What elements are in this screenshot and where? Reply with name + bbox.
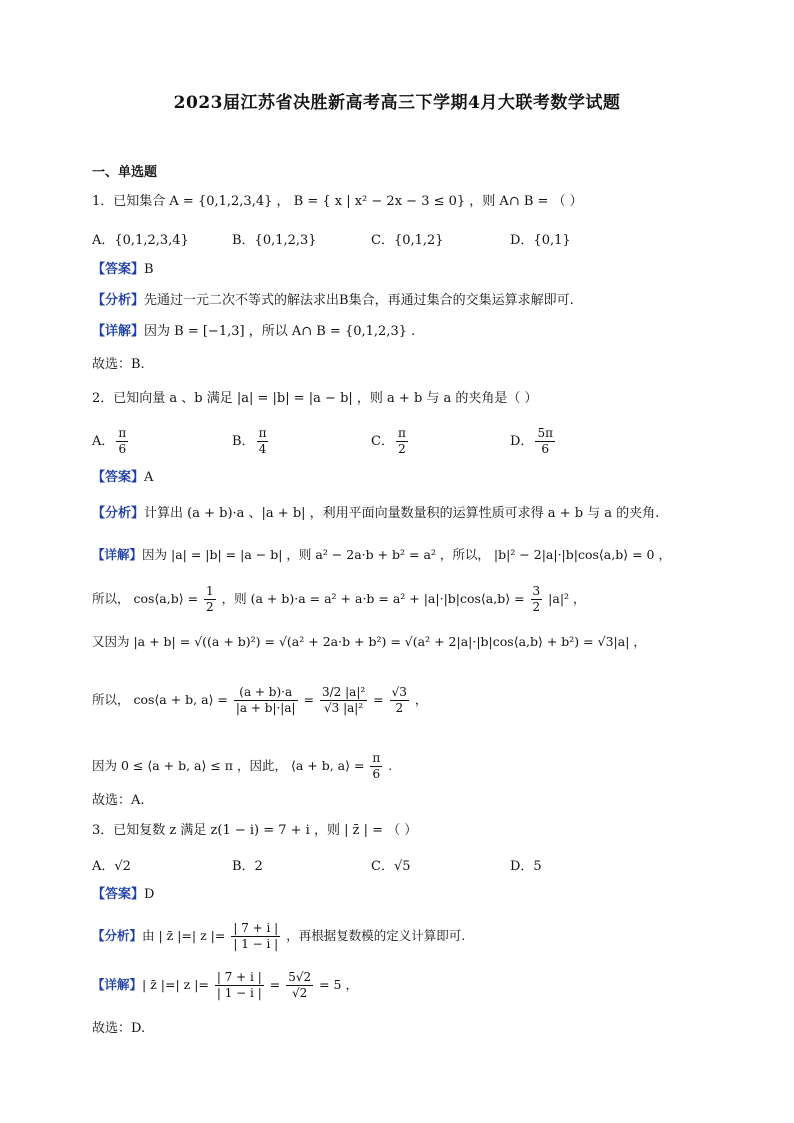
q3-detail-frac2-num: 5√2 — [288, 970, 312, 984]
q3-detail-line — [92, 970, 358, 1001]
q2-option-a-num: π — [118, 426, 127, 440]
q2-detail-line3: 又因为 |a + b| = √((a + b)²) = √(a² + 2a·b + b²) = √(a² + 2|a|·|b|cos⟨a,b⟩ + b²) = √3|a| ， — [92, 634, 646, 649]
q1-detail-line — [92, 323, 415, 341]
q2-detail4-frac3-num: √3 — [391, 685, 407, 699]
q3-detail-tag: 【详解】 — [92, 977, 143, 992]
q2-detail-line2 — [92, 584, 586, 615]
q2-detail2-post: |a|² ， — [548, 591, 586, 606]
q3-answer: D — [144, 887, 155, 902]
q2-choose: 故选：A. — [92, 793, 145, 808]
q2-option-b — [232, 426, 270, 457]
q2-detail5-post: . — [388, 758, 393, 773]
q2-detail2-pre: 所以， cos⟨a,b⟩ = — [92, 591, 199, 606]
q3-option-d: D．5 — [510, 859, 542, 874]
q3-analysis-frac — [231, 921, 280, 952]
q2-detail2-frac2 — [531, 584, 543, 615]
q1-analysis: 先通过一元二次不等式的解法求出B集合，再通过集合的交集运算求解即可. — [144, 293, 574, 308]
q3-analysis-frac-den: | 1 − i | — [233, 937, 279, 951]
q3-option-c: C．√5 — [371, 859, 411, 874]
q2-detail2-frac-den: 2 — [206, 600, 214, 614]
q2-detail2-frac-num: 1 — [206, 584, 214, 598]
q1-answer-tag: 【答案】 — [92, 262, 145, 277]
q1-answer: B — [144, 262, 154, 277]
q2-option-d-label: D． — [510, 434, 534, 449]
q3-option-b: B．2 — [232, 859, 263, 874]
q1-analysis-line — [92, 292, 574, 310]
q1-option-c: C．{0,1,2} — [371, 233, 444, 248]
q2-detail4-frac2 — [320, 685, 367, 716]
q1-answer-line — [92, 261, 154, 279]
q2-option-d-num: 5π — [537, 426, 553, 440]
section-heading: 一、单选题 — [92, 165, 158, 180]
q2-stem: 2．已知向量 a 、b 满足 |a| = |b| = |a − b| ，则 a + b 与 a 的夹角是（ ） — [92, 391, 538, 406]
q2-detail-line4 — [92, 685, 427, 716]
q2-analysis-line — [92, 505, 659, 523]
q2-detail2-frac — [204, 584, 216, 615]
q1-stem: 1．已知集合 A = {0,1,2,3,4} ， B = { x | x² − 2x − 3 ≤ 0} ，则 A∩ B = （ ） — [92, 194, 583, 209]
q1-option-b: B．{0,1,2,3} — [232, 233, 317, 248]
q2-option-a — [92, 426, 130, 457]
q2-detail2-frac2-num: 3 — [532, 584, 541, 598]
q3-choose: 故选：D. — [92, 1021, 146, 1036]
q3-detail-frac1-den: | 1 − i | — [216, 986, 262, 1000]
q3-answer-tag: 【答案】 — [92, 887, 145, 902]
q2-option-c-den: 2 — [398, 442, 406, 456]
q2-detail4-frac3-den: 2 — [395, 701, 404, 715]
document-title: 2023届江苏省决胜新高考高三下学期4月大联考数学试题 — [173, 93, 621, 113]
q2-detail4-eq: = — [303, 692, 315, 707]
q2-detail2-frac2-den: 2 — [532, 600, 541, 614]
q1-option-d: D．{0,1} — [510, 233, 571, 248]
q2-detail4-frac3 — [390, 685, 409, 716]
q3-answer-line — [92, 886, 154, 904]
q3-analysis-frac-num: | 7 + i | — [233, 921, 279, 935]
q3-detail-frac1 — [215, 970, 264, 1001]
q2-detail4-pre: 所以， cos⟨a + b, a⟩ = — [92, 692, 228, 707]
q3-analysis-line — [92, 921, 465, 952]
q2-detail-line5 — [92, 751, 392, 782]
q2-detail4-frac2-num: 3/2 |a|² — [322, 685, 366, 699]
q2-option-b-label: B． — [232, 434, 255, 449]
q3-detail-frac2 — [286, 970, 313, 1001]
q1-analysis-tag: 【分析】 — [92, 293, 145, 308]
q2-detail4-post: ， — [414, 692, 428, 707]
q2-detail2-mid: ，则 (a + b)·a = a² + a·b = a² + |a|·|b|cos⟨a,b⟩ = — [221, 591, 525, 606]
q3-detail-frac1-num: | 7 + i | — [216, 970, 262, 984]
q1-detail-tag: 【详解】 — [92, 324, 145, 339]
q2-analysis-tag: 【分析】 — [92, 506, 145, 521]
q2-answer-line — [92, 469, 153, 487]
q3-stem: 3．已知复数 z 满足 z(1 − i) = 7 + i ，则 | z̄ | = （ ） — [92, 823, 418, 838]
q3-detail-pre: | z̄ |=| z |= — [142, 977, 209, 992]
q3-analysis-post: ，再根据复数模的定义计算即可. — [286, 928, 466, 943]
q2-option-d-den: 6 — [541, 442, 550, 456]
q2-option-c-frac — [396, 426, 408, 457]
q3-analysis-tag: 【分析】 — [92, 928, 143, 943]
q2-option-a-label: A． — [92, 434, 115, 449]
q2-answer: A — [144, 470, 154, 485]
q2-detail4-frac1 — [234, 685, 298, 716]
q3-analysis-pre: 由 | z̄ |=| z |= — [142, 928, 226, 943]
q2-option-d — [510, 426, 557, 457]
q2-analysis: 计算出 (a + b)·a 、|a + b| ，利用平面向量数量积的运算性质可求得 a + b 与 a 的夹角. — [144, 506, 660, 521]
q3-option-a: A．√2 — [92, 859, 131, 874]
q2-detail5-frac-den: 6 — [372, 767, 381, 781]
q2-option-d-frac — [535, 426, 555, 457]
q2-detail5-pre: 因为 0 ≤ ⟨a + b, a⟩ ≤ π ，因此， ⟨a + b, a⟩ = — [92, 758, 365, 773]
q2-option-c-label: C． — [371, 434, 394, 449]
q2-detail5-frac-num: π — [372, 751, 381, 765]
q2-option-c-num: π — [397, 426, 406, 440]
q2-answer-tag: 【答案】 — [92, 470, 145, 485]
q2-detail4-eq2: = — [373, 692, 384, 707]
q2-option-b-den: 4 — [258, 442, 267, 456]
q2-option-a-frac — [116, 426, 128, 457]
q2-detail1: 因为 |a| = |b| = |a − b| ，则 a² − 2a·b + b² = a² ，所以， |b|² − 2|a|·|b|cos⟨a,b⟩ = 0 ， — [142, 547, 671, 562]
q2-detail4-frac1-num: (a + b)·a — [234, 685, 298, 701]
q2-option-c — [371, 426, 410, 457]
q3-detail-post: = 5 ， — [319, 977, 358, 992]
q3-detail-eq: = — [269, 977, 281, 992]
q3-detail-frac2-den: √2 — [292, 986, 308, 1000]
q2-detail-tag: 【详解】 — [92, 547, 143, 562]
q2-detail4-frac1-den: |a + b|·|a| — [235, 701, 296, 715]
q2-detail4-frac2-den: √3 |a|² — [324, 701, 364, 715]
q1-detail: 因为 B = [−1,3] ，所以 A∩ B = {0,1,2,3} . — [144, 324, 416, 339]
q1-choose: 故选：B. — [92, 357, 145, 372]
q2-option-b-num: π — [258, 426, 267, 440]
q2-option-b-frac — [257, 426, 269, 457]
q2-detail-line1 — [92, 546, 671, 564]
q2-option-a-den: 6 — [118, 442, 127, 456]
q2-detail5-frac — [370, 751, 382, 782]
q1-option-a: A．{0,1,2,3,4} — [92, 233, 189, 248]
